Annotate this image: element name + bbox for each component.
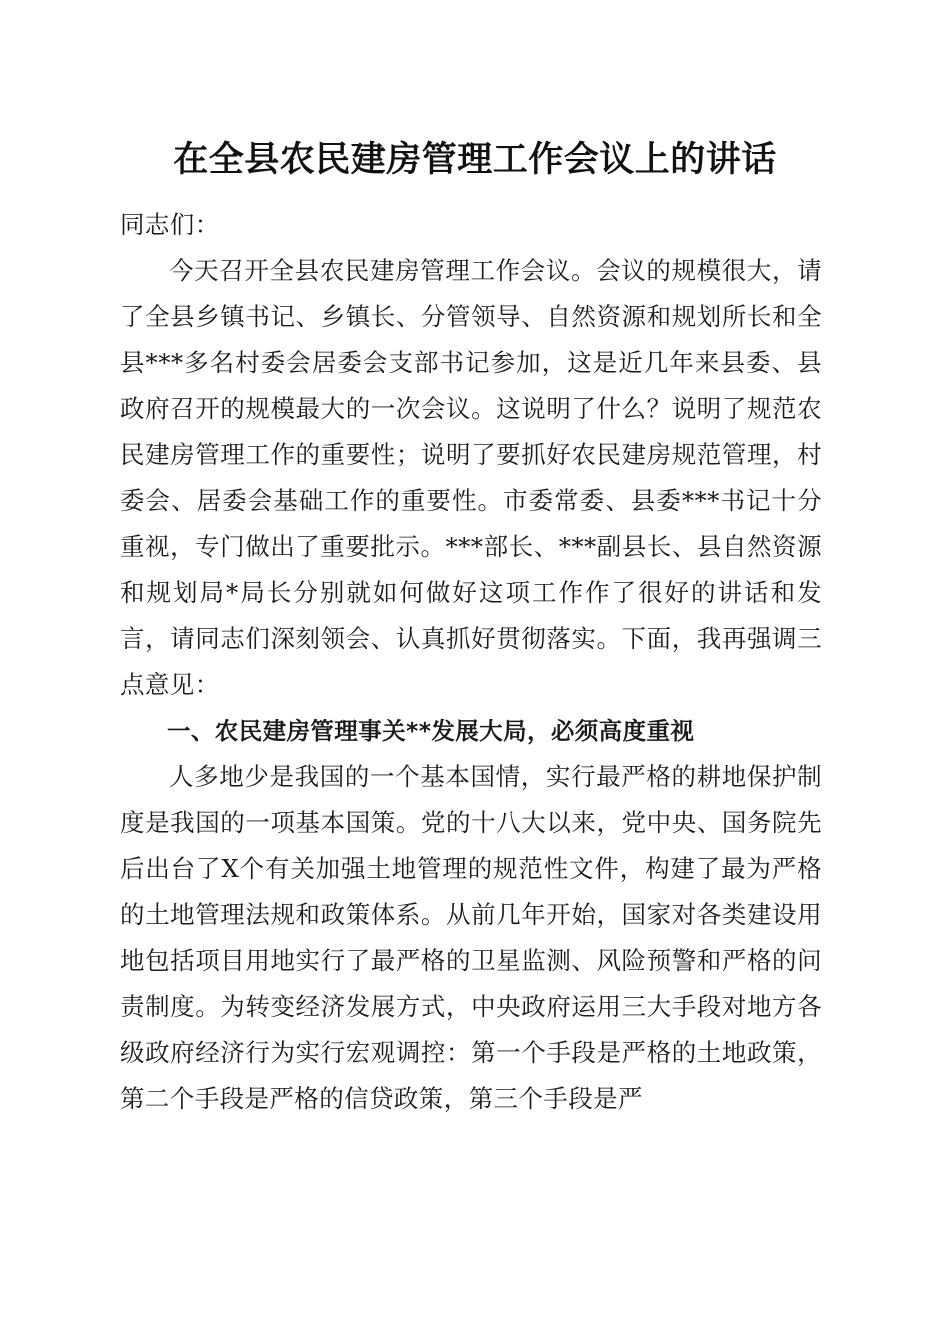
document-body [120, 202, 822, 1122]
section-heading: 一、农民建房管理事关**发展大局，必须高度重视 [167, 717, 695, 745]
section-paragraph: 人多地少是我国的一个基本国情，实行最严格的耕地保护制度是我国的一项基本国策。党的十八大以来，党中央、国务院先后出台了X个有关加强土地管理的规范性文件，构建了最为严格的土地管理法规和政策体系。从前几年开始，国家对各类建设用地包括项目用地实行了最严格的卫星监测、风险预警和严格的问责制度。为转变经济发展方式，中央政府运用三大手段对地方各级政府经济行为实行宏观调控：第一个手段是严格的土地政策，第二个手段是严格的信贷政策，第三个手段是严 [120, 762, 822, 1113]
document-title: 在全县农民建房管理工作会议上的讲话 [173, 139, 777, 180]
intro-paragraph: 今天召开全县农民建房管理工作会议。会议的规模很大，请了全县乡镇书记、乡镇长、分管领导、自然资源和规划所长和全县***多名村委会居委会支部书记参加，这是近几年来县委、县政府召开的规模最大的一次会议。这说明了什么？说明了规范农民建房管理工作的重要性；说明了要抓好农民建房规范管理，村委会、居委会基础工作的重要性。市委常委、县委***书记十分重视，专门做出了重要批示。***部长、***副县长、县自然资源和规划局*局长分别就如何做好这项工作作了很好的讲话和发言，请同志们深刻领会、认真抓好贯彻落实。下面，我再强调三点意见： [120, 256, 822, 699]
salutation: 同志们： [120, 210, 220, 239]
